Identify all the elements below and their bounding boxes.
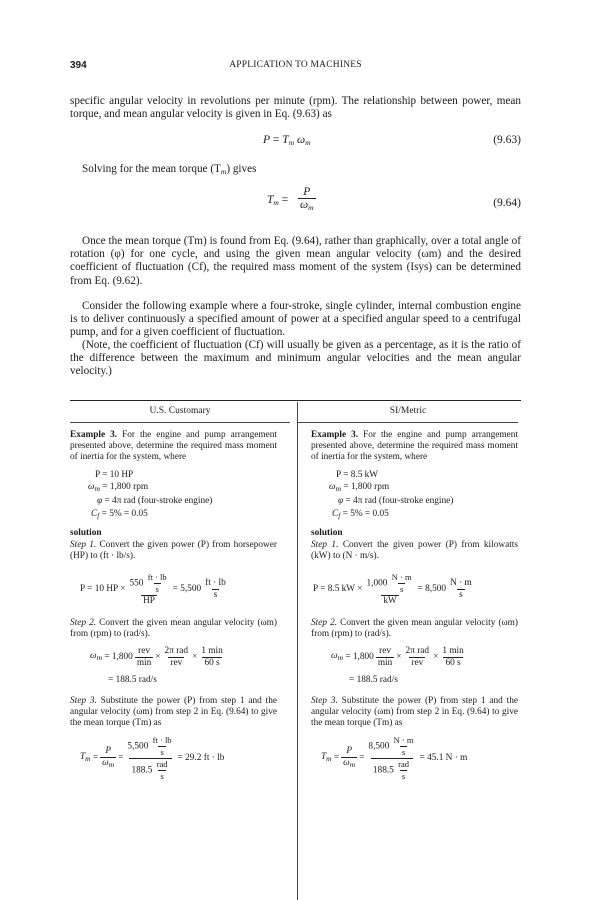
us-step-1: Step 1. Convert the given power (P) from horsepower (HP) to (ft · lb/s). [70,539,277,561]
si-metric-column [311,400,518,788]
us-step-1-equation: P = 10 HP × 550 $\frac{ft \cdot lb}{s}$ HP = 5,500 $\frac{ft \cdot lb}{s}$ [80,572,226,607]
us-given-values: P = 10 HP $\omega_m = 1,800$ rpm φ = 4π rad (four-stroke engine) $C_f = 5\% = 0.05$ [88,470,213,520]
si-step-2: Step 2. Convert the given mean angular velocity (ωm) from (rpm) to (rad/s). [311,617,518,639]
us-step-3-equation: $T_m$ = $\frac{P}{\omega_m}$ = 5,500 $\frac{ft \cdot lb}{s}$ 188.5 $\frac{\text{rad}}{s}$ = 29.2 ft · lb [80,734,225,781]
us-step-2: Step 2. Convert the given mean angular velocity (ωm) from (rpm) to (rad/s). [70,617,277,639]
si-solution-label: solution [311,527,343,538]
us-example-statement: Example 3. For the engine and pump arrangement presented above, determine the required mass moment of inertia for the system, where [70,430,278,462]
si-step-2-result: = 188.5 rad/s [349,674,398,685]
intro-paragraph-1: specific angular velocity in revolutions per minute (rpm). The relationship between power, mean torque, and mean angular velocity is given in Eq. (9.63) as [70,95,521,121]
si-given-values: P = 8.5 kW $\omega_m = 1,800$ rpm φ = 4π rad (four-stroke engine) $C_f = 5\% = 0.05$ [329,470,454,520]
si-example-statement: Example 3. For the engine and pump arrangement presented above, determine the required mass moment of inertia for the system, where [311,430,519,462]
si-step-3: Step 3. Substitute the power (P) from step 1 and the angular velocity (ωm) from step 2 in Eq. (9.64) to give the mean torque (Tm) as [311,695,519,728]
si-step-1: Step 1. Convert the given power (P) from kilowatts (kW) to (N · m/s). [311,539,518,561]
us-customary-column [70,400,277,788]
intro-paragraph-3: Consider the following example where a four-stroke, single cylinder, internal combustion engine is to deliver continuously a specified amount of power at a specified angular speed to a centrifugal pump, and for a given coefficient of fluctuation. [70,300,521,339]
equation-number: (9.63) [493,134,521,146]
equation-9-64: $T_m$ = $\frac{P}{\omega_m}$ (9.64) [267,186,521,212]
column-divider [297,402,298,900]
us-step-2-result: = 188.5 rad/s [108,674,157,685]
solving-text: Solving for the mean torque (Tm) gives [82,163,257,176]
si-step-2-equation: $\omega_m$ = 1,800 $\frac{\text{rev}}{\min}$ × $\frac{\text{2π rad}}{\text{rev}}$ × $\frac{1 \min}{60 s}$ [331,645,464,668]
equation-number: (9.64) [493,197,521,209]
si-step-1-equation: P = 8.5 kW × 1,000 $\frac{N \cdot m}{s}$ kW = 8,500 $\frac{N \cdot m}{s}$ [313,572,472,607]
intro-paragraph-4: (Note, the coefficient of fluctuation (Cf) will usually be given as a percentage, as it is the ratio of the difference between the maximum and minimum angular velocities and the mean angular velocity.) [70,339,521,378]
running-title: APPLICATION TO MACHINES [229,60,362,70]
intro-paragraph-2: Once the mean torque (Tm) is found from Eq. (9.64), rather than graphically, over a total angle of rotation (φ) for one cycle, and using the given mean angular velocity (ωm) and the desired coefficient of fluctuation (Cf), the required mass moment of the system (Isys) can be determined from Eq. (9.62). [70,235,521,287]
si-heading: SI/Metric [298,400,518,423]
us-step-2-equation: $\omega_m$ = 1,800 $\frac{\text{rev}}{\min}$ × $\frac{\text{2π rad}}{\text{rev}}$ × $\frac{1 \min}{60 s}$ [90,645,223,668]
si-step-3-equation: $T_m$ = $\frac{P}{\omega_m}$ = 8,500 $\frac{N \cdot m}{s}$ 188.5 $\frac{\text{rad}}{s}$ = 45.1 N · m [321,734,468,781]
page-number: 394 [70,60,87,71]
us-step-3: Step 3. Substitute the power (P) from step 1 and the angular velocity (ωm) from step 2 in Eq. (9.64) to give the mean torque (Tm) as [70,695,278,728]
us-solution-label: solution [70,527,102,538]
us-heading: U.S. Customary [70,400,290,423]
